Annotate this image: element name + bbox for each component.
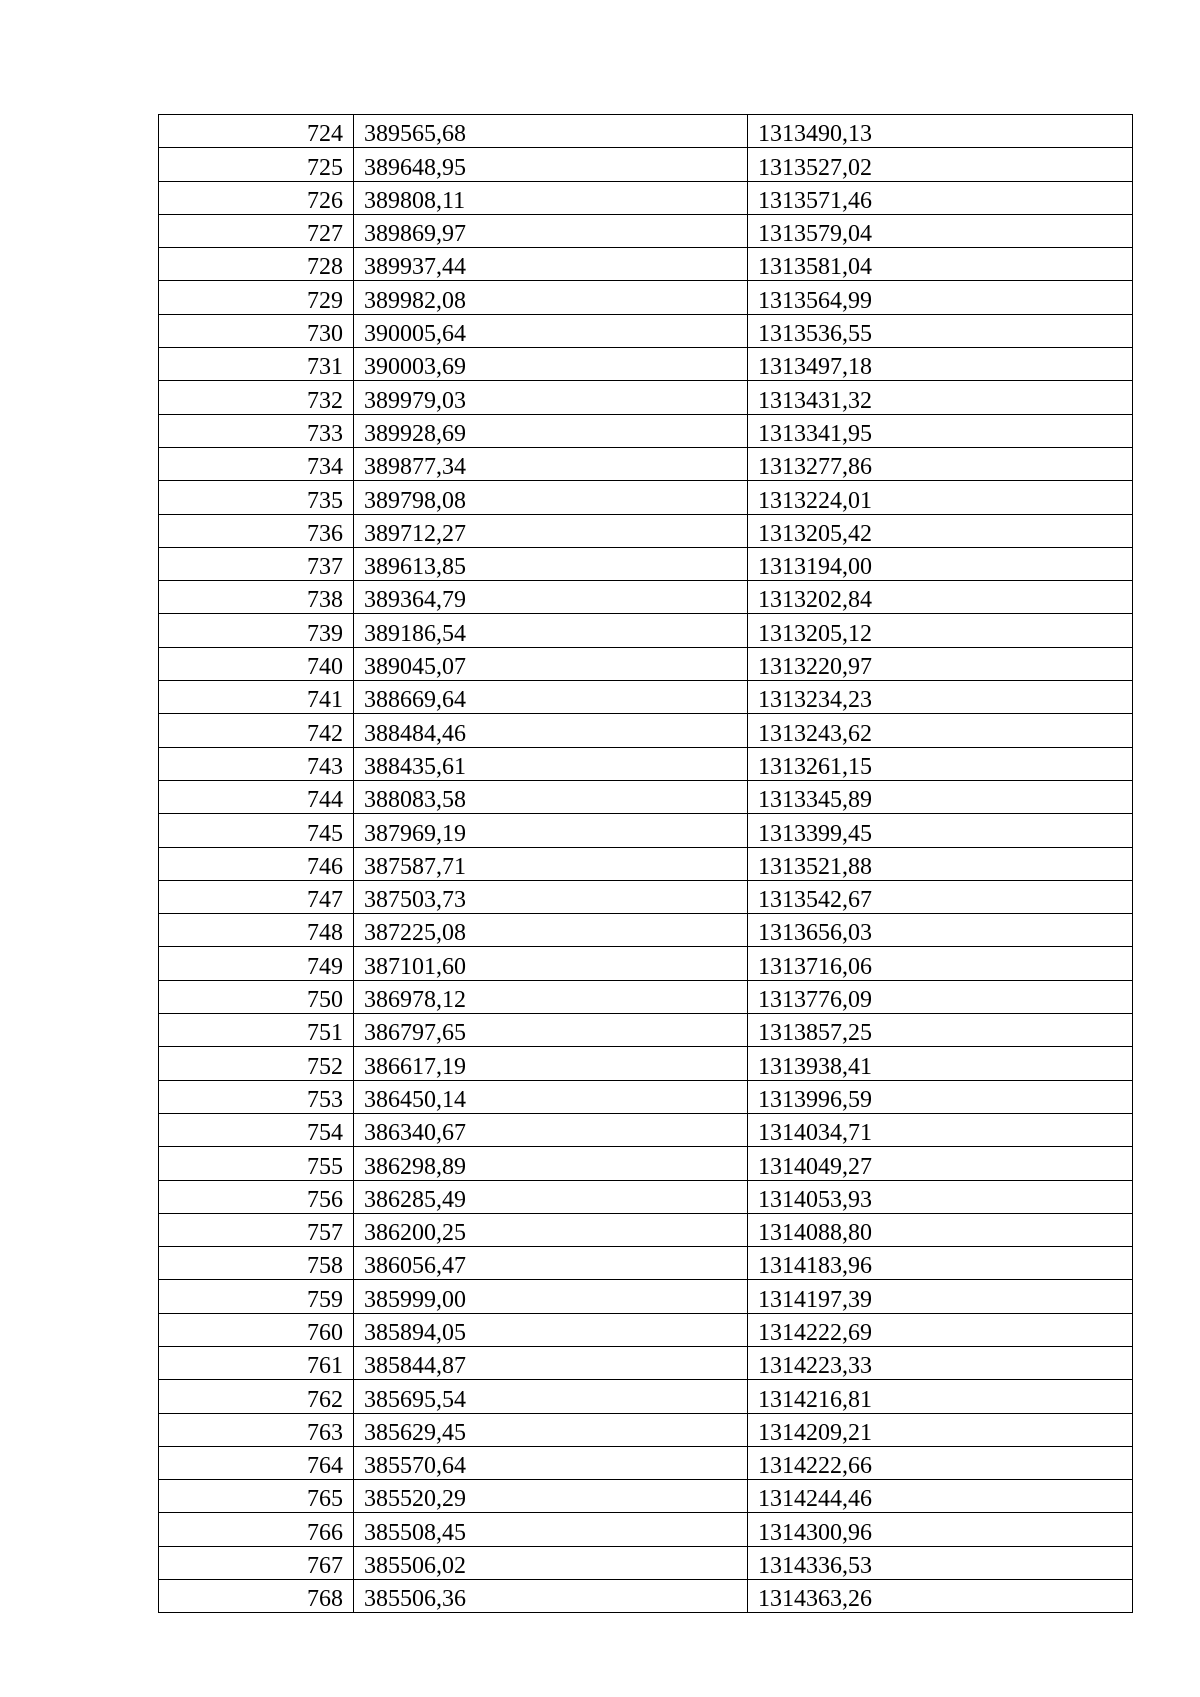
table-row [159,181,1133,214]
point-number-cell: 756 [159,1180,354,1213]
table-row [159,1014,1133,1047]
table-row [159,1113,1133,1146]
point-number-cell: 768 [159,1580,354,1613]
point-number-cell: 749 [159,947,354,980]
y-coordinate-cell: 1313857,25 [748,1014,1133,1047]
y-coordinate-cell: 1313571,46 [748,181,1133,214]
x-coordinate-cell: 386978,12 [354,980,748,1013]
x-coordinate-cell: 389869,97 [354,214,748,247]
x-coordinate-cell: 389364,79 [354,581,748,614]
point-number-cell: 758 [159,1247,354,1280]
x-coordinate-cell: 388435,61 [354,747,748,780]
table-row [159,847,1133,880]
table-row [159,348,1133,381]
y-coordinate-cell: 1313431,32 [748,381,1133,414]
table-row [159,248,1133,281]
point-number-cell: 765 [159,1480,354,1513]
y-coordinate-cell: 1313243,62 [748,714,1133,747]
x-coordinate-cell: 385844,87 [354,1346,748,1379]
y-coordinate-cell: 1314216,81 [748,1380,1133,1413]
y-coordinate-cell: 1313202,84 [748,581,1133,614]
table-row [159,115,1133,148]
point-number-cell: 735 [159,481,354,514]
x-coordinate-cell: 389613,85 [354,547,748,580]
table-row [159,414,1133,447]
y-coordinate-cell: 1314053,93 [748,1180,1133,1213]
table-row [159,714,1133,747]
point-number-cell: 729 [159,281,354,314]
point-number-cell: 763 [159,1413,354,1446]
x-coordinate-cell: 386340,67 [354,1113,748,1146]
x-coordinate-cell: 389979,03 [354,381,748,414]
y-coordinate-cell: 1313776,09 [748,980,1133,1013]
table-row [159,780,1133,813]
point-number-cell: 762 [159,1380,354,1413]
table-row [159,647,1133,680]
x-coordinate-cell: 386797,65 [354,1014,748,1047]
x-coordinate-cell: 385629,45 [354,1413,748,1446]
y-coordinate-cell: 1313345,89 [748,780,1133,813]
y-coordinate-cell: 1313497,18 [748,348,1133,381]
y-coordinate-cell: 1313490,13 [748,115,1133,148]
point-number-cell: 730 [159,314,354,347]
y-coordinate-cell: 1313220,97 [748,647,1133,680]
table-row [159,547,1133,580]
table-row [159,1313,1133,1346]
y-coordinate-cell: 1314209,21 [748,1413,1133,1446]
y-coordinate-cell: 1313527,02 [748,148,1133,181]
table-row [159,314,1133,347]
x-coordinate-cell: 385508,45 [354,1513,748,1546]
table-row [159,514,1133,547]
x-coordinate-cell: 389045,07 [354,647,748,680]
x-coordinate-cell: 389808,11 [354,181,748,214]
y-coordinate-cell: 1313341,95 [748,414,1133,447]
x-coordinate-cell: 385570,64 [354,1446,748,1479]
y-coordinate-cell: 1313224,01 [748,481,1133,514]
x-coordinate-cell: 385506,36 [354,1580,748,1613]
point-number-cell: 755 [159,1147,354,1180]
point-number-cell: 740 [159,647,354,680]
y-coordinate-cell: 1313581,04 [748,248,1133,281]
x-coordinate-cell: 389877,34 [354,447,748,480]
y-coordinate-cell: 1314183,96 [748,1247,1133,1280]
table-row [159,447,1133,480]
y-coordinate-cell: 1313656,03 [748,914,1133,947]
point-number-cell: 742 [159,714,354,747]
table-row [159,1147,1133,1180]
table-row [159,1280,1133,1313]
x-coordinate-cell: 387587,71 [354,847,748,880]
point-number-cell: 739 [159,614,354,647]
point-number-cell: 737 [159,547,354,580]
y-coordinate-cell: 1313194,00 [748,547,1133,580]
y-coordinate-cell: 1313564,99 [748,281,1133,314]
x-coordinate-cell: 387101,60 [354,947,748,980]
point-number-cell: 752 [159,1047,354,1080]
table-row [159,681,1133,714]
x-coordinate-cell: 388083,58 [354,780,748,813]
y-coordinate-cell: 1313261,15 [748,747,1133,780]
point-number-cell: 731 [159,348,354,381]
table-row [159,1180,1133,1213]
table-row [159,947,1133,980]
x-coordinate-cell: 387225,08 [354,914,748,947]
table-row [159,1213,1133,1246]
table-row [159,481,1133,514]
x-coordinate-cell: 385695,54 [354,1380,748,1413]
table-row [159,914,1133,947]
point-number-cell: 754 [159,1113,354,1146]
point-number-cell: 760 [159,1313,354,1346]
x-coordinate-cell: 386617,19 [354,1047,748,1080]
point-number-cell: 746 [159,847,354,880]
point-number-cell: 747 [159,880,354,913]
y-coordinate-cell: 1313277,86 [748,447,1133,480]
point-number-cell: 726 [159,181,354,214]
x-coordinate-cell: 389186,54 [354,614,748,647]
x-coordinate-cell: 389937,44 [354,248,748,281]
point-number-cell: 725 [159,148,354,181]
x-coordinate-cell: 389648,95 [354,148,748,181]
point-number-cell: 732 [159,381,354,414]
y-coordinate-cell: 1313205,12 [748,614,1133,647]
point-number-cell: 727 [159,214,354,247]
x-coordinate-cell: 386056,47 [354,1247,748,1280]
x-coordinate-cell: 385894,05 [354,1313,748,1346]
y-coordinate-cell: 1314244,46 [748,1480,1133,1513]
point-number-cell: 751 [159,1014,354,1047]
y-coordinate-cell: 1313234,23 [748,681,1133,714]
point-number-cell: 759 [159,1280,354,1313]
table-row [159,1047,1133,1080]
table-row [159,1346,1133,1379]
point-number-cell: 766 [159,1513,354,1546]
point-number-cell: 728 [159,248,354,281]
x-coordinate-cell: 389928,69 [354,414,748,447]
table-row [159,980,1133,1013]
x-coordinate-cell: 385506,02 [354,1546,748,1579]
table-row [159,581,1133,614]
table-row [159,1546,1133,1579]
table-row [159,381,1133,414]
x-coordinate-cell: 386298,89 [354,1147,748,1180]
y-coordinate-cell: 1313996,59 [748,1080,1133,1113]
table-row [159,1446,1133,1479]
point-number-cell: 734 [159,447,354,480]
y-coordinate-cell: 1314197,39 [748,1280,1133,1313]
point-number-cell: 744 [159,780,354,813]
x-coordinate-cell: 386450,14 [354,1080,748,1113]
y-coordinate-cell: 1313205,42 [748,514,1133,547]
x-coordinate-cell: 387503,73 [354,880,748,913]
x-coordinate-cell: 388669,64 [354,681,748,714]
point-number-cell: 757 [159,1213,354,1246]
point-number-cell: 767 [159,1546,354,1579]
coordinates-table-body [159,115,1133,1613]
y-coordinate-cell: 1314222,69 [748,1313,1133,1346]
y-coordinate-cell: 1314088,80 [748,1213,1133,1246]
y-coordinate-cell: 1313399,45 [748,814,1133,847]
y-coordinate-cell: 1314034,71 [748,1113,1133,1146]
table-row [159,614,1133,647]
point-number-cell: 753 [159,1080,354,1113]
coordinates-table [158,114,1133,1613]
table-row [159,148,1133,181]
table-row [159,1580,1133,1613]
x-coordinate-cell: 388484,46 [354,714,748,747]
point-number-cell: 733 [159,414,354,447]
point-number-cell: 738 [159,581,354,614]
table-row [159,1080,1133,1113]
table-row [159,1380,1133,1413]
x-coordinate-cell: 389798,08 [354,481,748,514]
x-coordinate-cell: 389982,08 [354,281,748,314]
y-coordinate-cell: 1314223,33 [748,1346,1133,1379]
point-number-cell: 724 [159,115,354,148]
table-row [159,281,1133,314]
x-coordinate-cell: 386285,49 [354,1180,748,1213]
table-row [159,880,1133,913]
x-coordinate-cell: 385999,00 [354,1280,748,1313]
table-row [159,1513,1133,1546]
point-number-cell: 750 [159,980,354,1013]
table-row [159,1480,1133,1513]
table-row [159,1413,1133,1446]
x-coordinate-cell: 390005,64 [354,314,748,347]
point-number-cell: 764 [159,1446,354,1479]
table-row [159,214,1133,247]
point-number-cell: 743 [159,747,354,780]
x-coordinate-cell: 387969,19 [354,814,748,847]
point-number-cell: 741 [159,681,354,714]
x-coordinate-cell: 389712,27 [354,514,748,547]
y-coordinate-cell: 1313521,88 [748,847,1133,880]
x-coordinate-cell: 385520,29 [354,1480,748,1513]
y-coordinate-cell: 1313536,55 [748,314,1133,347]
point-number-cell: 745 [159,814,354,847]
y-coordinate-cell: 1314363,26 [748,1580,1133,1613]
x-coordinate-cell: 390003,69 [354,348,748,381]
y-coordinate-cell: 1314222,66 [748,1446,1133,1479]
y-coordinate-cell: 1314336,53 [748,1546,1133,1579]
table-row [159,747,1133,780]
y-coordinate-cell: 1313938,41 [748,1047,1133,1080]
table-row [159,814,1133,847]
point-number-cell: 736 [159,514,354,547]
point-number-cell: 761 [159,1346,354,1379]
point-number-cell: 748 [159,914,354,947]
x-coordinate-cell: 389565,68 [354,115,748,148]
table-row [159,1247,1133,1280]
y-coordinate-cell: 1313579,04 [748,214,1133,247]
y-coordinate-cell: 1314049,27 [748,1147,1133,1180]
x-coordinate-cell: 386200,25 [354,1213,748,1246]
y-coordinate-cell: 1313542,67 [748,880,1133,913]
y-coordinate-cell: 1313716,06 [748,947,1133,980]
y-coordinate-cell: 1314300,96 [748,1513,1133,1546]
